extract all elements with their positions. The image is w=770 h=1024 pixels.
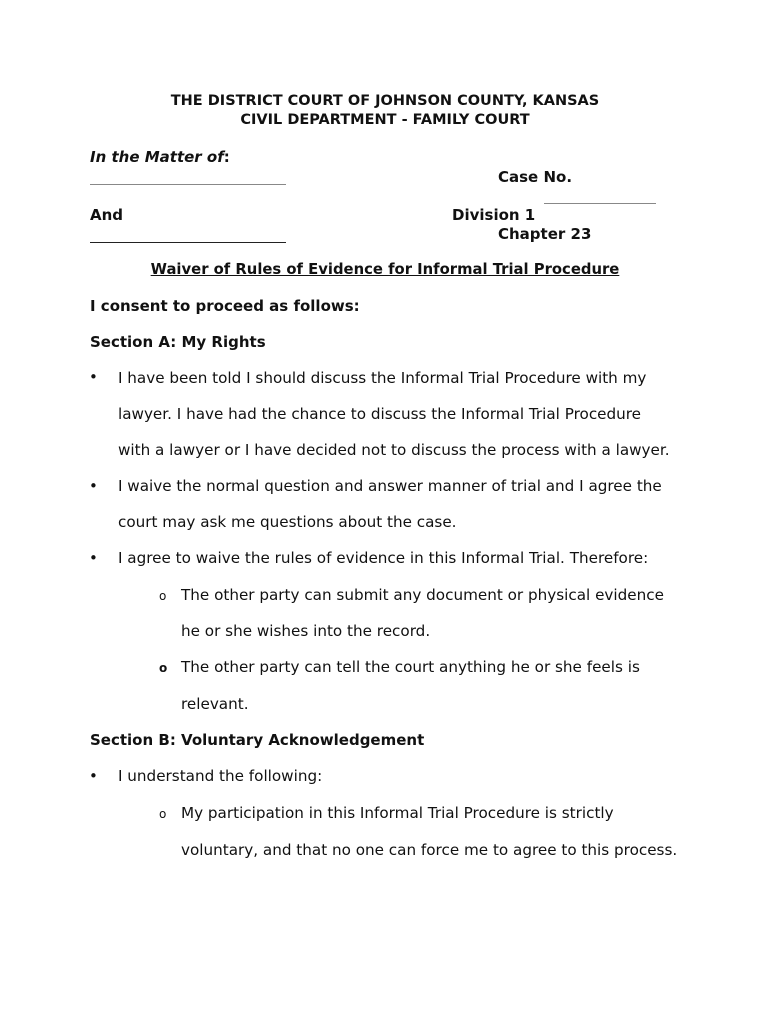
in-matter-of-text: In the Matter of bbox=[90, 148, 224, 166]
chapter-label: Chapter 23 bbox=[498, 225, 592, 243]
in-matter-of-label bbox=[90, 148, 230, 166]
department-name: CIVIL DEPARTMENT - FAMILY COURT bbox=[240, 112, 530, 128]
case-no-label: Case No. bbox=[498, 168, 573, 186]
court-name: THE DISTRICT COURT OF JOHNSON COUNTY, KANSAS bbox=[170, 93, 600, 109]
section-a-bullet1-line1: I have been told I should discuss the Informal Trial Procedure with my bbox=[118, 369, 647, 387]
sub-bullet-icon: o bbox=[159, 661, 168, 675]
section-a-sub2-line1: The other party can tell the court anything he or she feels is bbox=[181, 658, 640, 676]
section-a-sub1-line1: The other party can submit any document or physical evidence bbox=[181, 586, 664, 604]
consent-statement: I consent to proceed as follows: bbox=[90, 297, 360, 315]
bullet-icon: • bbox=[89, 368, 98, 386]
party2-line bbox=[90, 242, 286, 243]
section-b-sub1-line2: voluntary, and that no one can force me to agree to this process. bbox=[181, 841, 678, 859]
section-b-sub1-line1: My participation in this Informal Trial Procedure is strictly bbox=[181, 804, 614, 822]
bullet-icon: • bbox=[89, 767, 98, 785]
in-matter-of-colon: : bbox=[223, 148, 230, 166]
section-b-bullet1: I understand the following: bbox=[118, 767, 323, 785]
sub-bullet-icon: o bbox=[159, 589, 167, 603]
section-a-bullet1-line3: with a lawyer or I have decided not to discuss the process with a lawyer. bbox=[118, 441, 670, 459]
bullet-icon: • bbox=[89, 549, 98, 567]
bullet-icon: • bbox=[89, 477, 98, 495]
section-a-sub2-line2: relevant. bbox=[181, 695, 249, 713]
section-a-bullet3: I agree to waive the rules of evidence in this Informal Trial. Therefore: bbox=[118, 549, 649, 567]
section-a-bullet2-line2: court may ask me questions about the case. bbox=[118, 513, 457, 531]
and-label: And bbox=[90, 206, 124, 224]
party1-line bbox=[90, 184, 286, 185]
division-label: Division 1 bbox=[452, 206, 536, 224]
section-a-bullet2-line1: I waive the normal question and answer manner of trial and I agree the bbox=[118, 477, 662, 495]
document-title: Waiver of Rules of Evidence for Informal Trial Procedure bbox=[150, 261, 620, 278]
section-a-sub1-line2: he or she wishes into the record. bbox=[181, 622, 431, 640]
sub-bullet-icon: o bbox=[159, 807, 167, 821]
case-no-line bbox=[544, 203, 656, 204]
section-a-heading: Section A: My Rights bbox=[90, 333, 266, 351]
section-a-bullet1-line2: lawyer. I have had the chance to discuss the Informal Trial Procedure bbox=[118, 405, 642, 423]
section-b-heading: Section B: Voluntary Acknowledgement bbox=[90, 731, 425, 749]
